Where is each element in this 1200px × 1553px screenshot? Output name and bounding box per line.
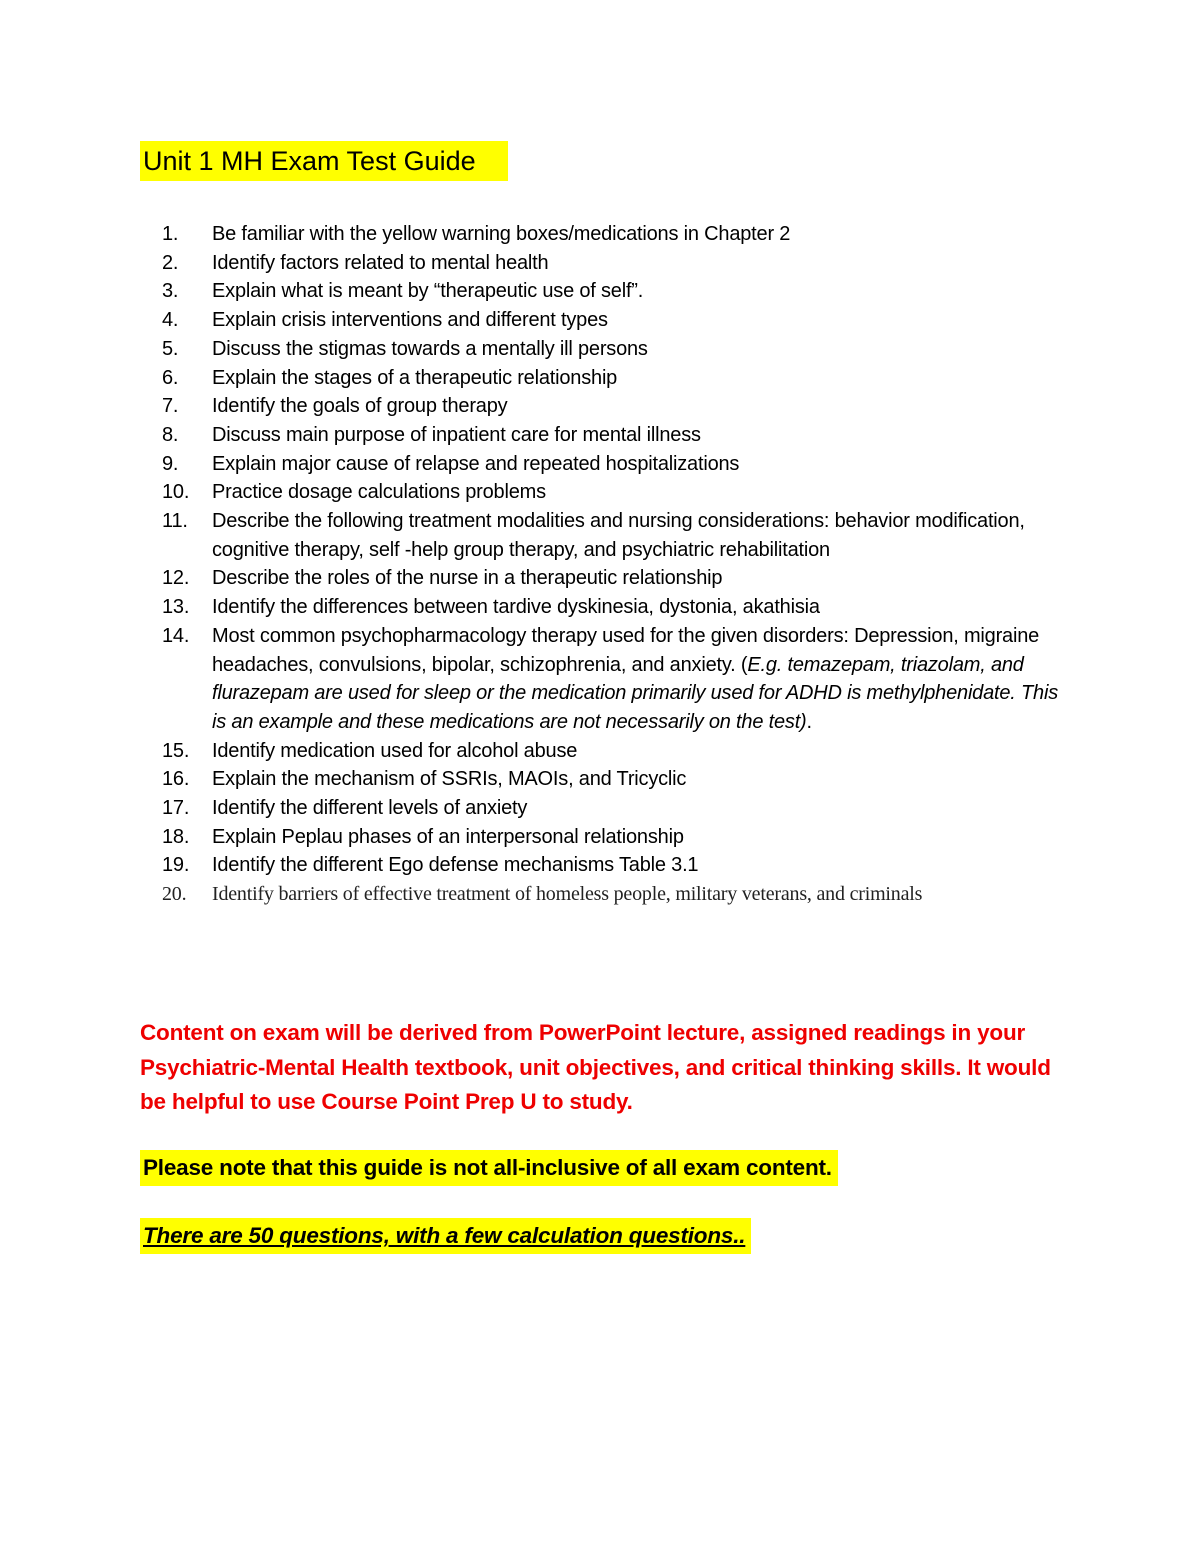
questions-note: There are 50 questions, with a few calculation questions.. [140, 1218, 751, 1254]
list-item-number: 16. [162, 768, 190, 791]
list-item-number: 18. [162, 825, 190, 848]
list-item-text: Identify factors related to mental health [212, 251, 549, 274]
list-item-text: Explain the mechanism of SSRIs, MAOIs, and Tricyclic [212, 768, 687, 791]
list-item [140, 564, 1060, 593]
list-item-text: Explain crisis interventions and different types [212, 309, 608, 332]
list-item-text: Discuss the stigmas towards a mentally ill persons [212, 337, 648, 360]
list-item-text [212, 622, 1060, 737]
list-item-number: 10. [162, 481, 190, 504]
list-item-number: 7. [162, 395, 179, 418]
list-item-number: 11. [162, 510, 188, 533]
list-item-number: 17. [162, 797, 190, 820]
list-item-text: Identify the goals of group therapy [212, 395, 508, 418]
list-item [140, 450, 1060, 479]
list-item-number: 19. [162, 854, 190, 877]
list-item-number: 14. [162, 624, 190, 647]
list-item [140, 507, 1060, 564]
list-item-text: Explain Peplau phases of an interpersonal relationship [212, 825, 684, 848]
list-item-text: Describe the following treatment modalities and nursing considerations: behavior modification, cognitive therapy, self -help group therapy, and psychiatric rehabilitation [212, 510, 1025, 561]
list-item [140, 335, 1060, 364]
list-item-text: Explain what is meant by “therapeutic use of self”. [212, 280, 644, 303]
list-item-text: Be familiar with the yellow warning boxes/medications in Chapter 2 [212, 223, 791, 245]
inclusive-note: Please note that this guide is not all-inclusive of all exam content. [140, 1150, 838, 1186]
list-item-number: 1. [162, 223, 179, 245]
page-title: Unit 1 MH Exam Test Guide [140, 141, 508, 181]
list-item [140, 364, 1060, 393]
list-item-text: Practice dosage calculations problems [212, 481, 546, 504]
list-item [140, 737, 1060, 766]
list-item [140, 277, 1060, 306]
list-item [140, 249, 1060, 278]
list-item-number: 5. [162, 337, 179, 360]
list-item-text: Explain major cause of relapse and repeated hospitalizations [212, 452, 740, 475]
list-item-number: 3. [162, 280, 179, 303]
list-item-text-example: E.g. temazepam, triazolam, and flurazepam are used for sleep or the medication primarily used for ADHD is methylphenidate. This is an example and these medications are not necessarily on the test) [212, 653, 1059, 733]
list-item [140, 392, 1060, 421]
exam-content-note: Content on exam will be derived from PowerPoint lecture, assigned readings in your Psychiatric-Mental Health textbook, unit objectives, and critical thinking skills. It would be helpful to use Course Point Prep U to study. [140, 1020, 1051, 1114]
list-item-text: Discuss main purpose of inpatient care for mental illness [212, 423, 701, 446]
list-item-text: Identify medication used for alcohol abuse [212, 739, 578, 762]
list-item-number: 2. [162, 251, 179, 274]
list-item [140, 593, 1060, 622]
list-item-text: Identify barriers of effective treatment of homeless people, military veterans, and criminals [212, 883, 923, 906]
list-item-text: Identify the different Ego defense mechanisms Table 3.1 [212, 854, 699, 877]
list-item-text-main: Most common psychopharmacology therapy used for the given disorders: Depression, migraine headaches, convulsions, bipolar, schizophrenia, and anxiety. ( [212, 624, 1040, 676]
list-item-number: 13. [162, 596, 190, 619]
list-item [140, 823, 1060, 852]
list-item [140, 880, 1060, 909]
list-item-text: Identify the different levels of anxiety [212, 797, 528, 820]
list-item [140, 622, 1060, 737]
list-item-text: Explain the stages of a therapeutic relationship [212, 366, 618, 389]
objectives-list [140, 220, 1060, 909]
list-item-number: 8. [162, 423, 179, 446]
list-item [140, 421, 1060, 450]
list-item [140, 306, 1060, 335]
list-item-number: 20. [162, 883, 187, 906]
list-item [140, 220, 1060, 249]
list-item-text: Describe the roles of the nurse in a therapeutic relationship [212, 567, 723, 590]
list-item [140, 765, 1060, 794]
list-item [140, 851, 1060, 880]
list-item [140, 794, 1060, 823]
list-item-text: Identify the differences between tardive dyskinesia, dystonia, akathisia [212, 596, 820, 619]
list-item-number: 4. [162, 309, 179, 332]
list-item-number: 15. [162, 739, 190, 762]
list-item-number: 6. [162, 366, 179, 389]
list-item [140, 478, 1060, 507]
list-item-number: 9. [162, 452, 179, 475]
list-item-number: 12. [162, 567, 190, 590]
list-item-text-tail: . [806, 710, 812, 733]
